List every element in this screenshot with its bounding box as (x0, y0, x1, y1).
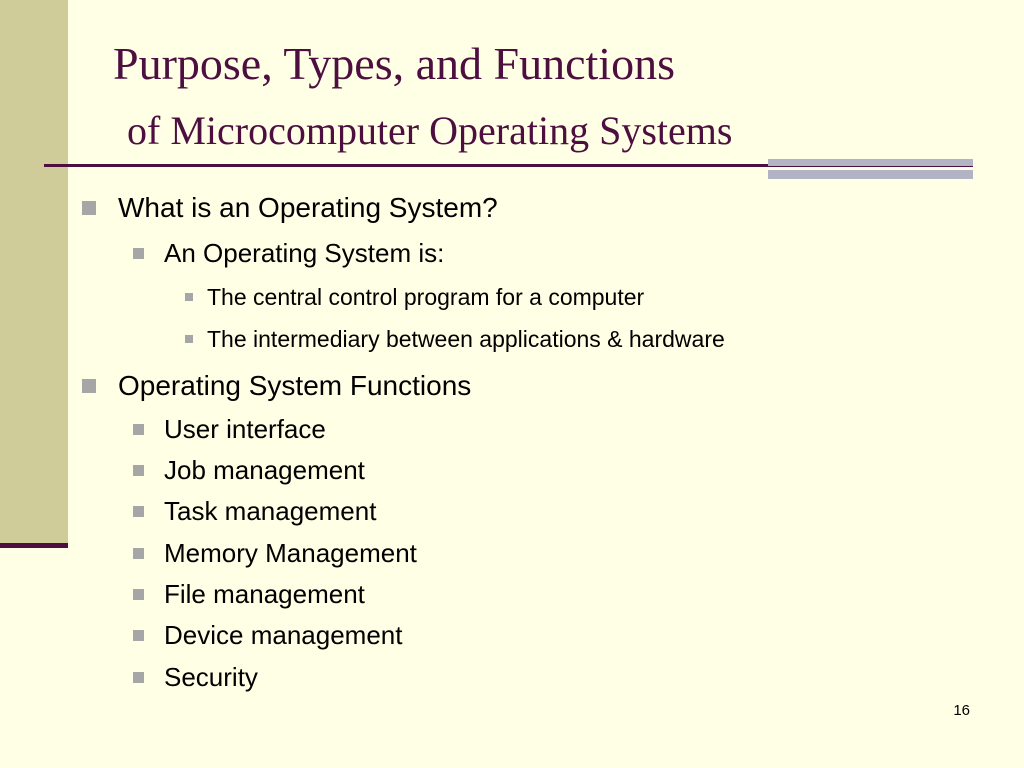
bullet-level-1 (82, 365, 471, 407)
square-bullet-icon (82, 201, 96, 215)
bullet-text: Security (164, 661, 258, 692)
bullet-text: What is an Operating System? (118, 192, 498, 223)
bullet-text: Job management (164, 454, 365, 485)
bullet-text: An Operating System is: (164, 237, 445, 268)
bullet-text: Operating System Functions (118, 370, 472, 401)
square-bullet-icon (133, 630, 144, 641)
square-bullet-icon (133, 465, 144, 476)
bullet-level-3 (185, 322, 725, 356)
bullet-level-2 (133, 658, 258, 696)
bullet-level-2 (133, 534, 417, 572)
square-bullet-icon (82, 379, 96, 393)
bullet-level-2 (133, 492, 376, 530)
square-bullet-icon (133, 672, 144, 683)
bullet-level-1 (82, 187, 498, 229)
square-bullet-icon (133, 589, 144, 600)
slide-number: 16 (953, 702, 970, 719)
bullet-text: Memory Management (164, 537, 417, 568)
square-bullet-icon (185, 335, 193, 343)
slide-title-line-2: of Microcomputer Operating Systems (127, 108, 733, 153)
bullet-text: Task management (164, 495, 377, 526)
bullet-level-2 (133, 451, 365, 489)
square-bullet-icon (133, 506, 144, 517)
slide-title-line-1: Purpose, Types, and Functions (113, 38, 675, 89)
bullet-text: The central control program for a computer (207, 283, 645, 310)
bullet-text: Device management (164, 619, 403, 650)
bullet-level-2 (133, 234, 444, 272)
square-bullet-icon (133, 248, 144, 259)
bullet-text: User interface (164, 413, 326, 444)
bullet-level-2 (133, 616, 402, 654)
square-bullet-icon (185, 293, 193, 301)
square-bullet-icon (133, 424, 144, 435)
square-bullet-icon (133, 548, 144, 559)
bullet-level-3 (185, 280, 644, 314)
bullet-level-2 (133, 575, 365, 613)
bullet-text: The intermediary between applications & hardware (207, 325, 725, 352)
bullet-level-2 (133, 410, 326, 448)
bullet-text: File management (164, 578, 365, 609)
